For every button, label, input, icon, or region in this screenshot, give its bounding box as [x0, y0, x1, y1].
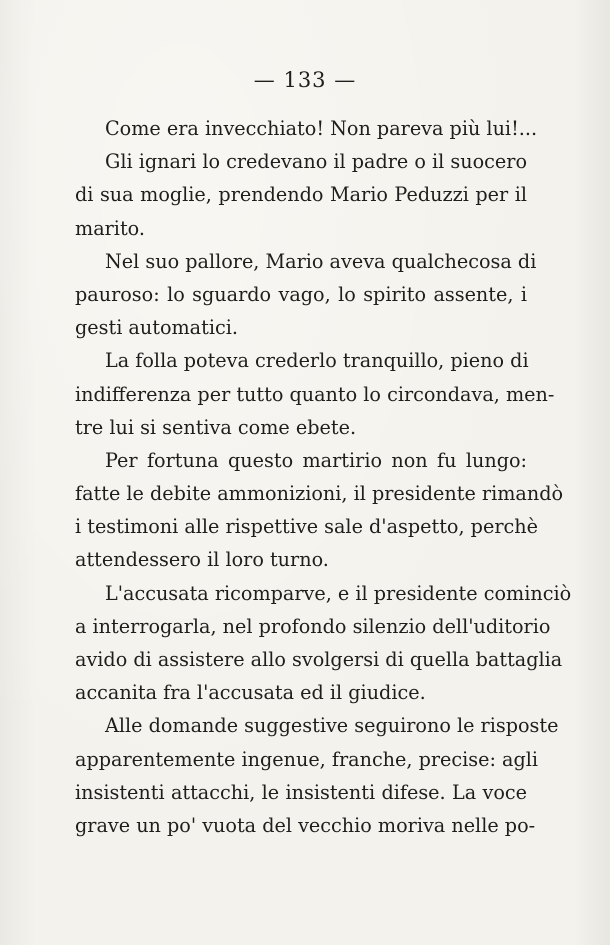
- page-number: — 133 —: [253, 68, 357, 92]
- text-line: pauroso: lo sguardo vago, lo spirito assente, i: [75, 282, 527, 306]
- text-line: a interrogarla, nel profondo silenzio dell'uditorio: [75, 614, 551, 638]
- text-line: grave un po' vuota del vecchio moriva nelle po-: [75, 813, 536, 837]
- text-line: accanita fra l'accusata ed il giudice.: [75, 681, 426, 705]
- text-line: Gli ignari lo credevano il padre o il suocero: [105, 150, 527, 174]
- text-line: Nel suo pallore, Mario aveva qualchecosa di: [105, 249, 537, 273]
- text-line: attendessero il loro turno.: [75, 548, 329, 572]
- text-line: insistenti attacchi, le insistenti difese. La voce: [75, 780, 527, 804]
- text-line: Come era invecchiato! Non pareva più lui!...: [105, 117, 538, 140]
- text-line: indifferenza per tutto quanto lo circondava, men-: [75, 382, 555, 406]
- text-line: Per fortuna questo martirio non fu lungo:: [105, 448, 527, 472]
- text-line: di sua moglie, prendendo Mario Peduzzi per il: [75, 183, 527, 207]
- text-line: apparentemente ingenue, franche, precise: agli: [75, 747, 539, 771]
- text-line: Alle domande suggestive seguirono le risposte: [105, 714, 559, 738]
- text-line: L'accusata ricomparve, e il presidente cominciò: [105, 581, 572, 605]
- text-line: marito.: [75, 216, 145, 240]
- text-line: La folla poteva crederlo tranquillo, pieno di: [105, 349, 529, 373]
- text-line: avido di assistere allo svolgersi di quella battaglia: [75, 648, 563, 671]
- text-line: fatte le debite ammonizioni, il presidente rimandò: [75, 482, 564, 506]
- text-line: tre lui si sentiva come ebete.: [75, 415, 357, 439]
- body-text: [75, 112, 572, 842]
- text-line: gesti automatici.: [75, 316, 238, 340]
- text-line: i testimoni alle rispettive sale d'aspetto, perchè: [75, 515, 538, 539]
